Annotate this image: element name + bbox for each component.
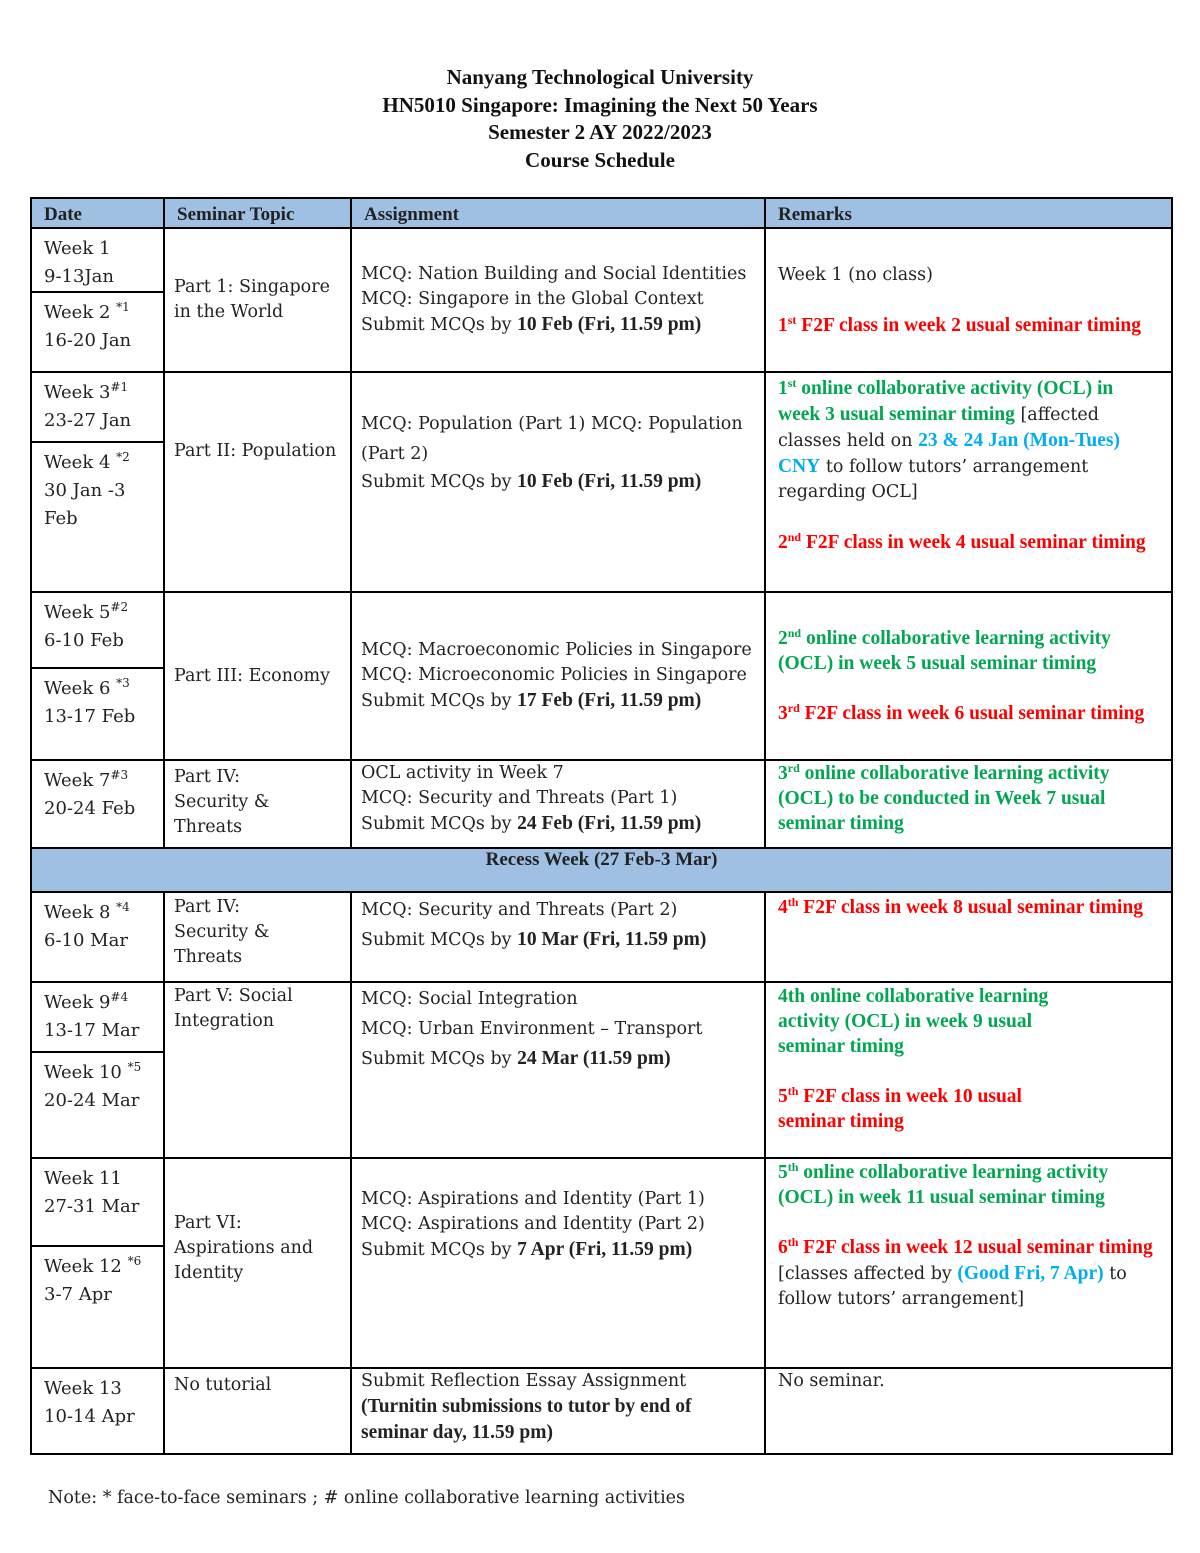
week-dates: 23-27 Jan: [44, 410, 132, 431]
remark-ocl: 5th online collaborative learning activity (OCL) in week 11 usual seminar timing: [778, 1160, 1109, 1208]
week-dates: 20-24 Mar: [44, 1090, 140, 1111]
document-title: Course Schedule: [525, 147, 675, 172]
week-label: Week 13: [44, 1378, 122, 1399]
topic-label: Part VI: Aspirations and Identity: [174, 1213, 314, 1283]
topic-cell: [164, 760, 351, 848]
column-header-topic: Seminar Topic: [164, 198, 351, 228]
assignment-deadline: [361, 811, 758, 837]
deadline-prefix: Submit MCQs by: [361, 814, 512, 834]
remark-f2f: 4th F2F class in week 8 usual seminar timing: [778, 895, 1143, 918]
column-header-remarks: Remarks: [765, 198, 1172, 228]
deadline-prefix: Submit MCQs by: [361, 315, 512, 335]
semester-label: Semester 2 AY 2022/2023: [488, 120, 712, 144]
remark-f2f: 6th F2F class in week 12 usual seminar timing [classes affected by (Good Fri, 7 Apr) to follow tutors’ arrangement]: [778, 1235, 1153, 1309]
remark-ocl: 2nd online collaborative learning activity (OCL) in week 5 usual seminar timing: [778, 626, 1111, 674]
topic-cell: [164, 372, 351, 592]
remarks-cell: [765, 1368, 1172, 1454]
table-row: [31, 1368, 1172, 1454]
remarks-cell: [765, 892, 1172, 982]
assignment-line: MCQ: Microeconomic Policies in Singapore: [361, 665, 747, 685]
assignment-line: MCQ: Macroeconomic Policies in Singapore: [361, 640, 752, 660]
remarks-cell: [765, 982, 1172, 1158]
week-dates: 30 Jan -3 Feb: [44, 480, 126, 529]
topic-cell: [164, 1158, 351, 1368]
remarks-cell: [765, 760, 1172, 848]
week-label: Week 8 $^{*4}$: [44, 900, 130, 923]
schedule-table: [30, 197, 1173, 1455]
recess-row: [31, 848, 1172, 892]
remark-text: Week 1 (no class): [778, 264, 933, 285]
week-label: Week 1: [44, 238, 111, 259]
assignment-line: (Turnitin submissions to tutor by end of seminar day, 11.59 pm): [361, 1396, 692, 1443]
date-cell: [31, 760, 164, 848]
date-cell: [31, 982, 164, 1052]
deadline-prefix: Submit MCQs by: [361, 1049, 512, 1069]
assignment-line: MCQ: Social Integration: [361, 989, 578, 1009]
remarks-cell: [765, 1158, 1172, 1368]
topic-cell: [164, 982, 351, 1158]
assignment-cell: [351, 982, 765, 1158]
date-cell: [31, 592, 164, 668]
date-cell: [31, 442, 164, 592]
assignment-line: MCQ: Security and Threats (Part 1): [361, 788, 678, 808]
topic-label: Part II: Population: [174, 441, 337, 461]
table-row: [31, 982, 1172, 1052]
topic-label: Part IV: Security & Threats: [174, 897, 270, 967]
remark-f2f: 2nd F2F class in week 4 usual seminar timing: [778, 530, 1146, 553]
week-label: Week 12 $^{*6}$: [44, 1254, 142, 1277]
table-row: [31, 892, 1172, 982]
assignment-line: MCQ: Aspirations and Identity (Part 1) MCQ: Aspirations and Identity (Part 2) Submit MCQs by 7 Apr (Fri, 11.59 pm): [361, 1189, 705, 1260]
university-name: Nanyang Technological University: [446, 65, 754, 89]
assignment-cell: [351, 760, 765, 848]
assignment-deadline: [361, 925, 758, 955]
assignment-line: MCQ: Security and Threats (Part 2): [361, 900, 678, 920]
deadline-date: 10 Feb (Fri, 11.59 pm): [517, 314, 702, 335]
remarks-cell: [765, 592, 1172, 760]
remarks-cell: [765, 372, 1172, 592]
remark-text: No seminar.: [778, 1371, 885, 1391]
assignment-cell: [351, 372, 765, 592]
week-label: Week 9$^{\#4}$: [44, 990, 129, 1013]
assignment-line: OCL activity in Week 7: [361, 763, 564, 783]
course-title: HN5010 Singapore: Imagining the Next 50 Years: [382, 92, 818, 117]
remarks-cell: [765, 228, 1172, 372]
date-cell: [31, 892, 164, 982]
deadline-date: 10 Mar (Fri, 11.59 pm): [517, 929, 707, 950]
table-row: [31, 228, 1172, 292]
deadline-prefix: Submit MCQs by: [361, 691, 512, 711]
table-row: [31, 760, 1172, 848]
assignment-deadline: [361, 469, 758, 495]
assignment-cell: [351, 1368, 765, 1454]
week-label: Week 11: [44, 1168, 122, 1189]
assignment-deadline: [361, 688, 758, 714]
topic-label: No tutorial: [174, 1375, 272, 1395]
week-label: Week 10 $^{*5}$: [44, 1060, 142, 1083]
date-cell: [31, 1246, 164, 1368]
deadline-prefix: Submit MCQs by: [361, 472, 512, 492]
topic-cell: [164, 1368, 351, 1454]
deadline-date: 17 Feb (Fri, 11.59 pm): [517, 690, 702, 711]
week-dates: 27-31 Mar: [44, 1196, 140, 1217]
assignment-line: Submit Reflection Essay Assignment: [361, 1371, 687, 1391]
deadline-date: 24 Feb (Fri, 11.59 pm): [517, 813, 702, 834]
remark-ocl: 4th online collaborative learning activity (OCL) in week 9 usual seminar timing: [778, 986, 1049, 1057]
date-cell: [31, 292, 164, 372]
topic-label: Part V: Social Integration: [174, 986, 293, 1031]
document-header: [0, 64, 1200, 174]
week-dates: 6-10 Mar: [44, 930, 128, 951]
week-dates: 3-7 Apr: [44, 1284, 112, 1305]
week-dates: 10-14 Apr: [44, 1406, 135, 1427]
week-label: Week 6 $^{*3}$: [44, 676, 130, 699]
week-label: Week 4 $^{*2}$: [44, 450, 130, 473]
table-row: [31, 1158, 1172, 1246]
deadline-date: 7 Apr (Fri, 11.59 pm): [517, 1239, 693, 1260]
date-cell: [31, 1052, 164, 1158]
recess-label: Recess Week (27 Feb-3 Mar): [31, 848, 1172, 892]
topic-cell: [164, 892, 351, 982]
remark-ocl: 1st online collaborative activity (OCL) in week 3 usual seminar timing [affected classes held on 23 & 24 Jan (Mon-Tues) CNY to follow tutors’ arrangement regarding OCL]: [778, 376, 1120, 502]
column-header-date: Date: [31, 198, 164, 228]
week-label: Week 5$^{\#2}$: [44, 600, 129, 623]
date-cell: [31, 668, 164, 760]
week-label: Week 7$^{\#3}$: [44, 768, 129, 791]
week-dates: 20-24 Feb: [44, 798, 136, 819]
date-cell: [31, 228, 164, 292]
week-dates: 9-13Jan: [44, 266, 114, 287]
date-cell: [31, 1368, 164, 1454]
topic-cell: [164, 592, 351, 760]
column-header-assignment: Assignment: [351, 198, 765, 228]
topic-cell: [164, 228, 351, 372]
remark-f2f: 5th F2F class in week 10 usual seminar timing: [778, 1084, 1022, 1132]
remark-ocl: 3rd online collaborative learning activity (OCL) to be conducted in Week 7 usual seminar timing: [778, 761, 1110, 834]
assignment-deadline: [361, 312, 758, 338]
remark-f2f: 3rd F2F class in week 6 usual seminar timing: [778, 701, 1145, 724]
assignment-cell: [351, 892, 765, 982]
table-header-row: [31, 198, 1172, 228]
topic-label: Part 1: Singapore in the World: [174, 277, 330, 322]
assignment-cell: [351, 592, 765, 760]
assignment-cell: [351, 228, 765, 372]
table-row: [31, 592, 1172, 668]
date-cell: [31, 1158, 164, 1246]
assignment-line: MCQ: Population (Part 1) MCQ: Population (Part 2): [361, 414, 743, 464]
week-label: Week 2 $^{*1}$: [44, 300, 130, 323]
assignment-line: MCQ: Urban Environment – Transport: [361, 1019, 703, 1039]
week-dates: 16-20 Jan: [44, 330, 132, 351]
deadline-prefix: Submit MCQs by: [361, 930, 512, 950]
deadline-date: 24 Mar (11.59 pm): [517, 1048, 671, 1069]
assignment-line: MCQ: Singapore in the Global Context: [361, 289, 704, 309]
date-cell: [31, 372, 164, 442]
remark-f2f: 1st F2F class in week 2 usual seminar timing: [778, 312, 1141, 336]
week-dates: 13-17 Feb: [44, 706, 136, 727]
assignment-line: MCQ: Nation Building and Social Identities: [361, 264, 747, 284]
assignment-cell: [351, 1158, 765, 1368]
week-dates: 6-10 Feb: [44, 630, 124, 651]
table-row: [31, 372, 1172, 442]
week-dates: 13-17 Mar: [44, 1020, 140, 1041]
assignment-deadline: [361, 1044, 758, 1074]
topic-label: Part IV: Security & Threats: [174, 767, 270, 837]
week-label: Week 3$^{\#1}$: [44, 380, 129, 403]
topic-label: Part III: Economy: [174, 665, 330, 686]
deadline-date: 10 Feb (Fri, 11.59 pm): [517, 471, 702, 492]
footnote: Note: * face-to-face seminars ; # online collaborative learning activities: [48, 1488, 686, 1508]
